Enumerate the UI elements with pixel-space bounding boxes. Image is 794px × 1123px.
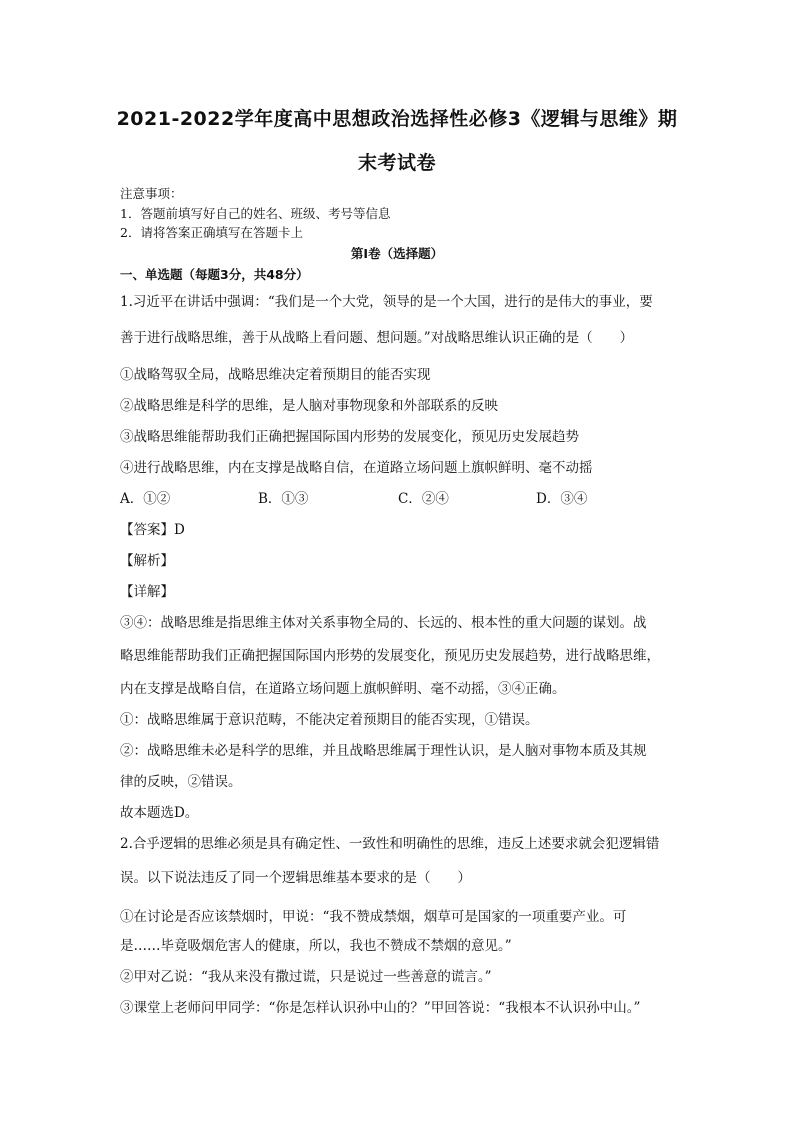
q1-option-d: D．③④ [536, 491, 588, 507]
q1-stem-line-2: 善于进行战略思维，善于从战略上看问题、想问题。”对战略思维认识正确的是（ ） [120, 330, 634, 346]
q1-detail-label: 【详解】 [120, 584, 174, 600]
q1-option-c: C．②④ [398, 491, 449, 507]
q1-stem-line-1: 1.习近平在讲话中强调：“我们是一个大党，领导的是一个大国，进行的是伟大的事业，要 [120, 294, 653, 310]
q1-explanation-line-5: ②：战略思维未必是科学的思维，并且战略思维属于理性认识，是人脑对事物本质及其规 [120, 743, 647, 759]
q2-statement-1: ①在讨论是否应该禁烟时，甲说：“我不赞成禁烟，烟草可是国家的一项重要产业。可 [120, 909, 627, 925]
q1-statement-2: ②战略思维是科学的思维，是人脑对事物现象和外部联系的反映 [120, 398, 498, 414]
q1-statement-1: ①战略驾驭全局，战略思维决定着预期目的能否实现 [120, 367, 431, 383]
q1-explanation-line-7: 故本题选D。 [120, 805, 199, 821]
q2-statement-3: ③课堂上老师问甲同学：“你是怎样认识孙中山的？”甲回答说：“我根本不认识孙中山。” [120, 1000, 641, 1016]
q2-stem-line-2: 误。以下说法违反了同一个逻辑思维基本要求的是（ ） [120, 870, 471, 886]
notice-heading: 注意事项： [120, 186, 183, 201]
q1-statement-3: ③战略思维能帮助我们正确把握国际国内形势的发展变化，预见历史发展趋势 [120, 429, 579, 445]
notice-item-2: 2．请将答案正确填写在答题卡上 [120, 225, 303, 240]
q1-explanation-line-6: 律的反映，②错误。 [120, 774, 242, 790]
q2-statement-1-continued: 是……毕竟吸烟危害人的健康，所以，我也不赞成不禁烟的意见。” [120, 938, 512, 954]
exam-title-line-1: 2021-2022学年度高中思想政治选择性必修3《逻辑与思维》期 [116, 108, 678, 130]
q1-analysis-label: 【解析】 [120, 553, 174, 569]
q2-statement-2: ②甲对乙说：“我从来没有撒过谎，只是说过一些善意的谎言。” [120, 969, 492, 985]
q2-stem-line-1: 2.合乎逻辑的思维必须是具有确定性、一致性和明确性的思维，违反上述要求就会犯逻辑错 [120, 836, 660, 852]
q1-explanation-line-4: ①：战略思维属于意识范畴，不能决定着预期目的能否实现，①错误。 [120, 712, 539, 728]
exam-title-line-2: 末考试卷 [357, 152, 436, 174]
notice-item-1: 1．答题前填写好自己的姓名、班级、考号等信息 [120, 206, 391, 221]
q1-explanation-line-1: ③④：战略思维是指思维主体对关系事物全局的、长远的、根本性的重大问题的谋划。战 [120, 615, 647, 631]
section-title: 一、单选题（每题3分，共48分） [120, 267, 309, 282]
q1-answer: 【答案】D [120, 522, 185, 538]
q1-option-a: A．①② [120, 491, 171, 507]
q1-option-b: B．①③ [258, 491, 309, 507]
q1-explanation-line-3: 内在支撑是战略自信，在道路立场问题上旗帜鲜明、毫不动摇，③④正确。 [120, 681, 566, 697]
q1-statement-4: ④进行战略思维，内在支撑是战略自信，在道路立场问题上旗帜鲜明、毫不动摇 [120, 460, 593, 476]
q1-explanation-line-2: 略思维能帮助我们正确把握国际国内形势的发展变化，预见历史发展趋势，进行战略思维， [120, 648, 660, 664]
volume-title: 第I卷（选择题） [350, 246, 444, 261]
